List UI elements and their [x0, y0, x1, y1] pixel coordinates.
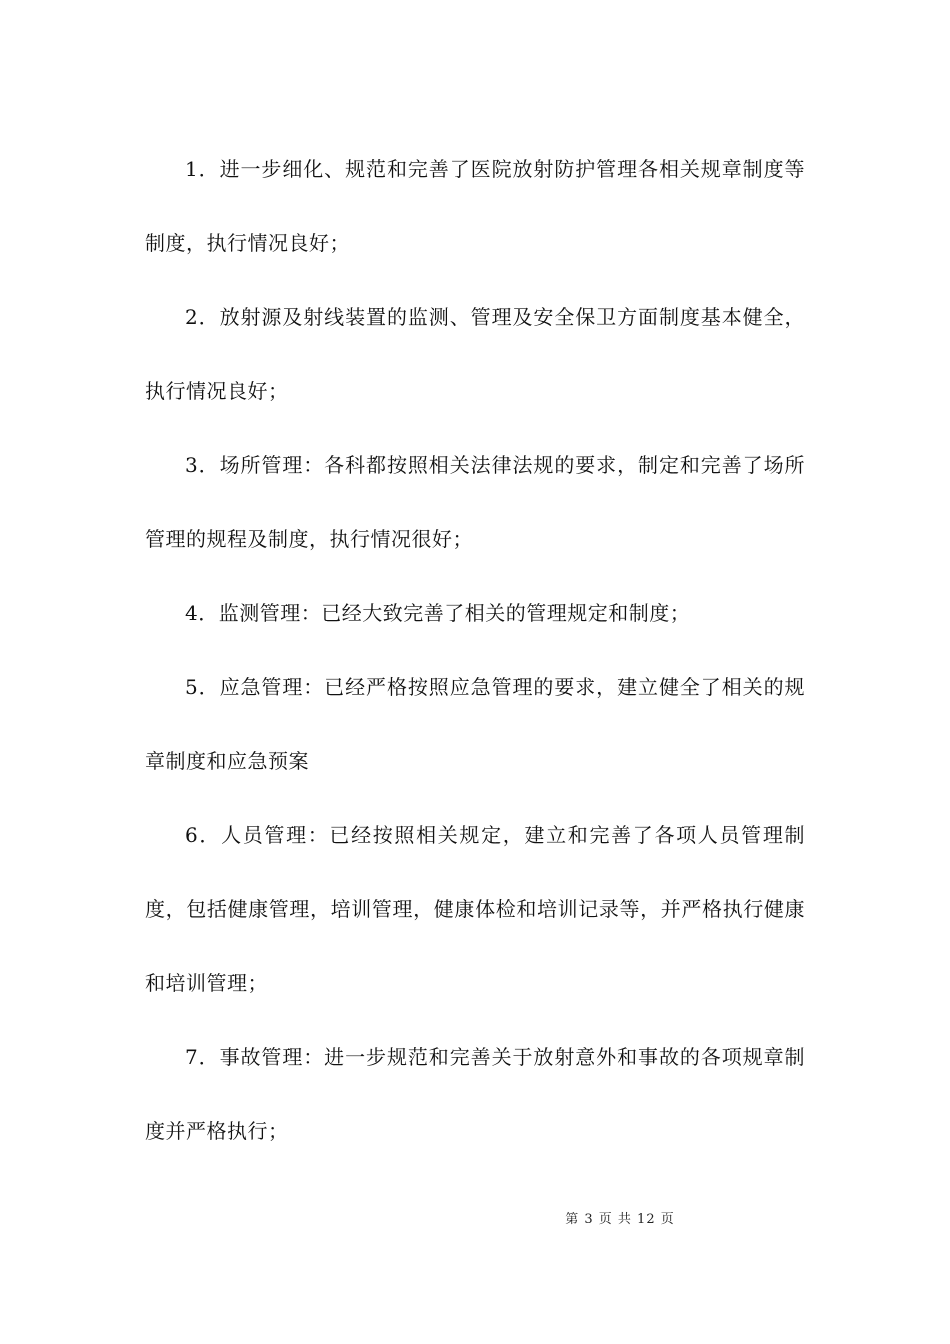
paragraph-1: 1．进一步细化、规范和完善了医院放射防护管理各相关规章制度等制度，执行情况良好； [145, 157, 805, 255]
paragraph-7: 7．事故管理：进一步规范和完善关于放射意外和事故的各项规章制度并严格执行； [145, 1045, 805, 1143]
paragraph-2: 2．放射源及射线装置的监测、管理及安全保卫方面制度基本健全，执行情况良好； [145, 305, 805, 403]
paragraph-6: 6．人员管理：已经按照相关规定，建立和完善了各项人员管理制度，包括健康管理，培训管理，健康体检和培训记录等，并严格执行健康和培训管理； [145, 823, 805, 995]
page-footer: 第 3 页 共 12 页 [565, 1212, 675, 1227]
paragraph-4: 4．监测管理：已经大致完善了相关的管理规定和制度； [185, 601, 691, 625]
paragraph-5: 5．应急管理：已经严格按照应急管理的要求，建立健全了相关的规章制度和应急预案 [145, 675, 805, 773]
document-body [145, 132, 805, 1168]
paragraph-3: 3．场所管理：各科都按照相关法律法规的要求，制定和完善了场所管理的规程及制度，执行情况很好； [145, 453, 805, 551]
